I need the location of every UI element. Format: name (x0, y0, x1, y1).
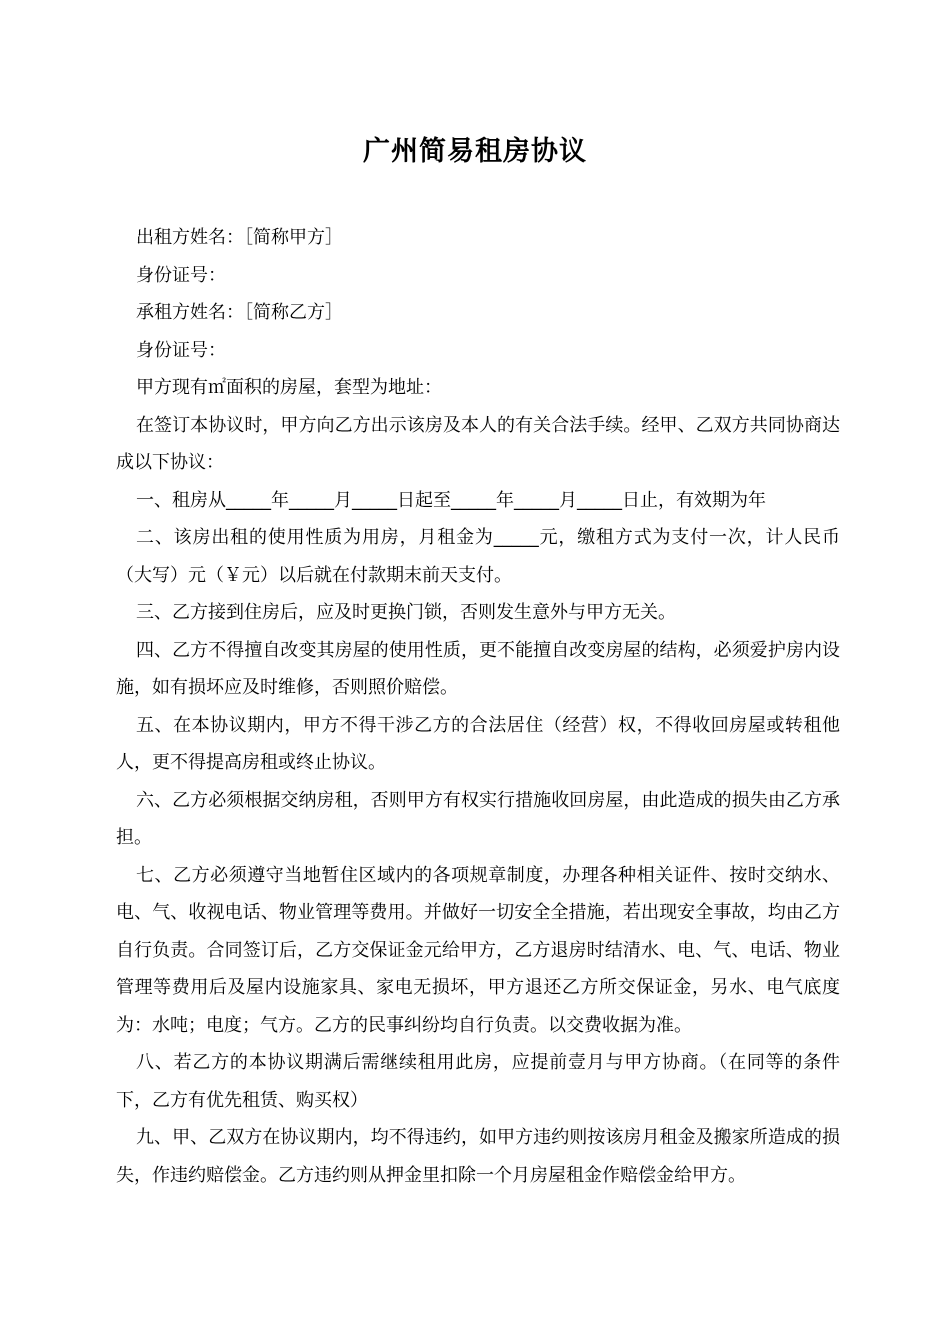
clause-6: 六、乙方必须根据交纳房租，否则甲方有权实行措施收回房屋，由此造成的损失由乙方承担。 (116, 789, 840, 848)
clause-2: 二、该房出租的使用性质为用房，月租金为_____元，缴租方式为支付一次，计人民币（大写）元（￥元）以后就在付款期末前天支付。 (116, 527, 840, 586)
clause-5: 五、在本协议期内，甲方不得干涉乙方的合法居住（经营）权，不得收回房屋或转租他人，更不得提高房租或终止协议。 (116, 714, 840, 773)
clause-8: 八、若乙方的本协议期满后需继续租用此房，应提前壹月与甲方协商。（在同等的条件下，乙方有优先租赁、购买权） (116, 1052, 840, 1111)
lessee-name-line: 承租方姓名：［简称乙方］ (136, 302, 343, 323)
lessor-name-line: 出租方姓名：［简称甲方］ (136, 227, 343, 248)
property-description: 甲方现有㎡面积的房屋，套型为地址： (136, 377, 442, 398)
clause-4: 四、乙方不得擅自改变其房屋的使用性质，更不能擅自改变房屋的结构，必须爱护房内设施，如有损坏应及时维修，否则照价赔偿。 (116, 639, 840, 698)
lessor-id-line: 身份证号： (136, 264, 226, 286)
clause-9: 九、甲、乙双方在协议期内，均不得违约，如甲方违约则按该房月租金及搬家所造成的损失，作违约赔偿金。乙方违约则从押金里扣除一个月房屋租金作赔偿金给甲方。 (116, 1127, 840, 1186)
document-body (116, 219, 840, 1194)
lessee-id-line: 身份证号： (136, 339, 226, 361)
clause-3: 三、乙方接到住房后，应及时更换门锁，否则发生意外与甲方无关。 (136, 602, 676, 623)
clause-1: 一、租房从_____年_____月_____日起至_____年_____月_____日止，有效期为年 (136, 489, 766, 511)
preamble-paragraph: 在签订本协议时，甲方向乙方出示该房及本人的有关合法手续。经甲、乙双方共同协商达成以下协议： (116, 414, 840, 473)
document-title: 广州简易租房协议 (363, 136, 587, 167)
clause-7: 七、乙方必须遵守当地暂住区域内的各项规章制度，办理各种相关证件、按时交纳水、电、气、收视电话、物业管理等费用。并做好一切安全全措施，若出现安全事故，均由乙方自行负责。合同签订后，乙方交保证金元给甲方，乙方退房时结清水、电、气、电话、物业管理等费用后及屋内设施家具、家电无损坏，甲方退还乙方所交保证金，另水、电气底度为：水吨；电度；气方。乙方的民事纠纷均自行负责。以交费收据为准。 (116, 864, 840, 1036)
